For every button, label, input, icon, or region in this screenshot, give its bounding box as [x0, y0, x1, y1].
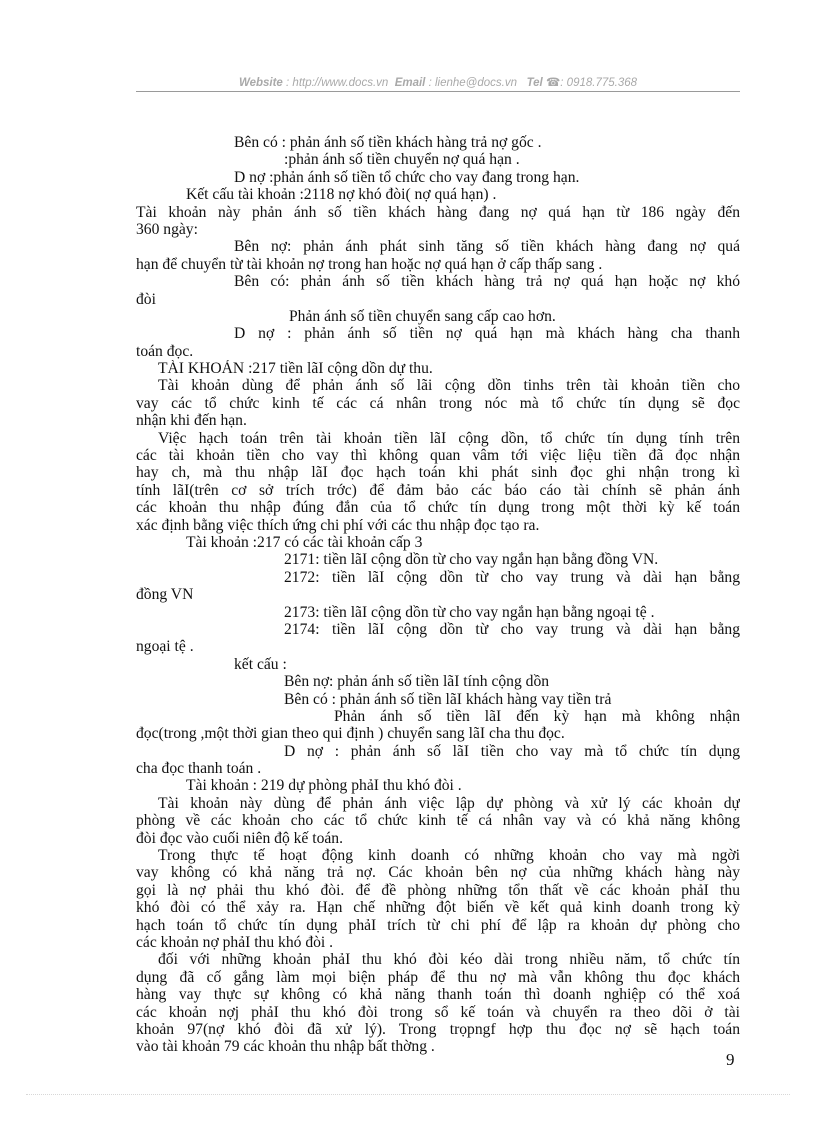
text-line: 2173: tiền lãI cộng dồn từ cho vay ngắn hạn bằng ngoại tệ .	[284, 603, 655, 621]
website-value: : http://www.docs.vn	[286, 77, 389, 89]
text-line: nhận khi đến hạn.	[136, 412, 247, 430]
footer-divider	[26, 1094, 790, 1095]
text-line: cha đọc thanh toán .	[136, 760, 262, 778]
page-header	[136, 75, 740, 92]
text-line: tính lãI(trên cơ sở trích trớc) để đảm bảo các báo cáo tài chính sẽ phản ánh	[136, 481, 740, 499]
text-line: đòi	[136, 290, 156, 308]
text-line: Phản ánh số tiền lãI đến kỳ hạn mà không nhận	[334, 707, 740, 725]
text-line: Phản ánh số tiền chuyển sang cấp cao hơn.	[289, 307, 556, 325]
text-line: hay ch, mà thu nhập lãI đọc hạch toán khi phát sinh đọc ghi nhận trong kì	[136, 464, 740, 482]
text-line: Trong thực tế hoạt động kinh doanh có những khoản cho vay mà ngời	[158, 847, 740, 865]
text-line: khoản 97(nợ khó đòi đã xử lý). Trong trọpngf hợp thu đọc nợ sẽ hạch toán	[136, 1020, 740, 1038]
tel-label: Tel	[526, 77, 543, 89]
email-label: Email	[394, 77, 426, 89]
text-line: 2172: tiền lãI cộng dồn từ cho vay trung và dài hạn bằng	[284, 568, 740, 586]
text-line: D nợ :phản ánh số tiền tổ chức cho vay đang trong hạn.	[234, 168, 580, 186]
text-line: D nợ : phản ánh số lãI tiền cho vay mà tổ chức tín dụng	[284, 742, 740, 760]
text-line: vay các tổ chức kinh tế các cá nhân trong nóc mà tổ chức tín dụng sẽ đọc	[136, 394, 740, 412]
text-line: :phản ánh số tiền chuyển nợ quá hạn .	[284, 151, 520, 169]
text-line: vào tài khoản 79 các khoản thu nhập bất thờng .	[136, 1038, 435, 1056]
text-line: hàng vay thực sự không có khả năng thanh toán thì doanh nghiệp có thể xoá	[136, 986, 740, 1004]
text-line: gọi là nợ phải thu khó đòi. để đề phòng những tổn thất về các khoản phảI thu	[136, 881, 740, 899]
text-line: Tài khoản dùng để phản ánh số lãi cộng dồn tinhs trên tài khoản tiền cho	[158, 377, 740, 395]
text-line: đọc(trong ,một thời gian theo qui định ) chuyển sang lãI cha thu đọc.	[136, 725, 565, 743]
phone-icon: ☎	[545, 77, 561, 89]
text-line: D nợ : phản ánh số tiền nợ quá hạn mà khách hàng cha thanh	[234, 325, 740, 343]
text-line: xác định bằng việc thích ứng chi phí với các thu nhập đọc tạo ra.	[136, 516, 540, 534]
text-line: Bên có : phản ánh số tiền khách hàng trả nợ gốc .	[234, 134, 542, 151]
text-line: hạn để chuyển từ tài khoản nợ trong han hoặc nợ quá hạn ở cấp thấp sang .	[136, 255, 603, 273]
website-label: Website	[238, 77, 283, 89]
text-line: Tài khoản :217 có các tài khoản cấp 3	[186, 533, 423, 551]
text-line: đồng VN	[136, 586, 194, 604]
text-line: Bên có : phản ánh số tiền lãI khách hàng vay tiền trả	[284, 690, 612, 708]
text-line: đòi đọc vào cuối niên độ kế toán.	[136, 829, 343, 847]
text-line: các khoản nợj phảI thu khó đòi trong sổ kế toán và chuyển ra theo dõi ở tài	[136, 1003, 740, 1021]
text-line: hạch toán tổ chức tín dụng phảI trích từ chi phí để lập ra khoản dự phòng cho	[136, 916, 740, 934]
body-text	[136, 134, 740, 1056]
text-line: đối với những khoản phảI thu khó đòi kéo dài trong nhiều năm, tổ chức tín	[158, 951, 740, 969]
text-line: phòng về các khoản cho các tổ chức kinh tế cá nhân vay và có khả năng không	[136, 812, 740, 830]
text-line: toán đọc.	[136, 342, 194, 360]
text-line: Bên có: phản ánh số tiền khách hàng trả nợ quá hạn hoặc nợ khó	[234, 273, 740, 291]
text-line: khó đòi có thể xảy ra. Hạn chế những đột biến về kết quả kinh doanh trong kỳ	[136, 899, 740, 917]
text-line: dụng đã cố gắng làm mọi biện pháp để thu nợ mà vẫn không thu đọc khách	[136, 968, 740, 986]
text-line: các khoản thu nhập đúng đắn của tổ chức tín dụng trong một thời kỳ kế toán	[136, 499, 740, 517]
text-line: 2174: tiền lãI cộng dồn từ cho vay trung và dài hạn bằng	[284, 620, 740, 638]
text-line: Tài khoản : 219 dự phòng phảI thu khó đòi .	[186, 777, 462, 795]
email-value: : lienhe@docs.vn	[428, 77, 517, 89]
text-line: các khoản nợ phảI thu khó đòi .	[136, 933, 334, 951]
text-line: Tài khoản này phản ánh số tiền khách hàng đang nợ quá hạn từ 186 ngày đến	[136, 203, 740, 221]
text-line: ngoại tệ .	[136, 638, 194, 656]
text-line: vay không có khả năng trả nợ. Các khoản bên nợ của những khách hàng này	[136, 864, 740, 882]
text-line: Tài khoản này dùng để phản ánh việc lập dự phòng và xử lý các khoản dự	[158, 794, 740, 812]
text-line: Bên nợ: phản ánh số tiền lãI tính cộng dồn	[284, 673, 550, 691]
text-line: kết cấu :	[234, 655, 287, 673]
text-line: Bên nợ: phản ánh phát sinh tăng số tiền khách hàng đang nợ quá	[234, 238, 740, 256]
text-line: Kết cấu tài khoản :2118 nợ khó đòi( nợ quá hạn) .	[186, 186, 497, 204]
page-number: 9	[726, 1050, 735, 1069]
text-line: các tài khoản tiền cho vay thì không quan vâm tới việc liệu tiền đã đọc nhận	[136, 447, 740, 465]
text-line: Việc hạch toán trên tài khoản tiền lãI cộng dồn, tổ chức tín dụng tính trên	[158, 429, 740, 447]
text-line: 360 ngày:	[136, 220, 198, 238]
text-line: 2171: tiền lãI cộng dồn từ cho vay ngắn hạn bằng đồng VN.	[284, 551, 659, 569]
tel-value: : 0918.775.368	[560, 77, 638, 89]
text-line: TÀI KHOẢN :217 tiền lãI cộng dồn dự thu.	[158, 360, 433, 378]
